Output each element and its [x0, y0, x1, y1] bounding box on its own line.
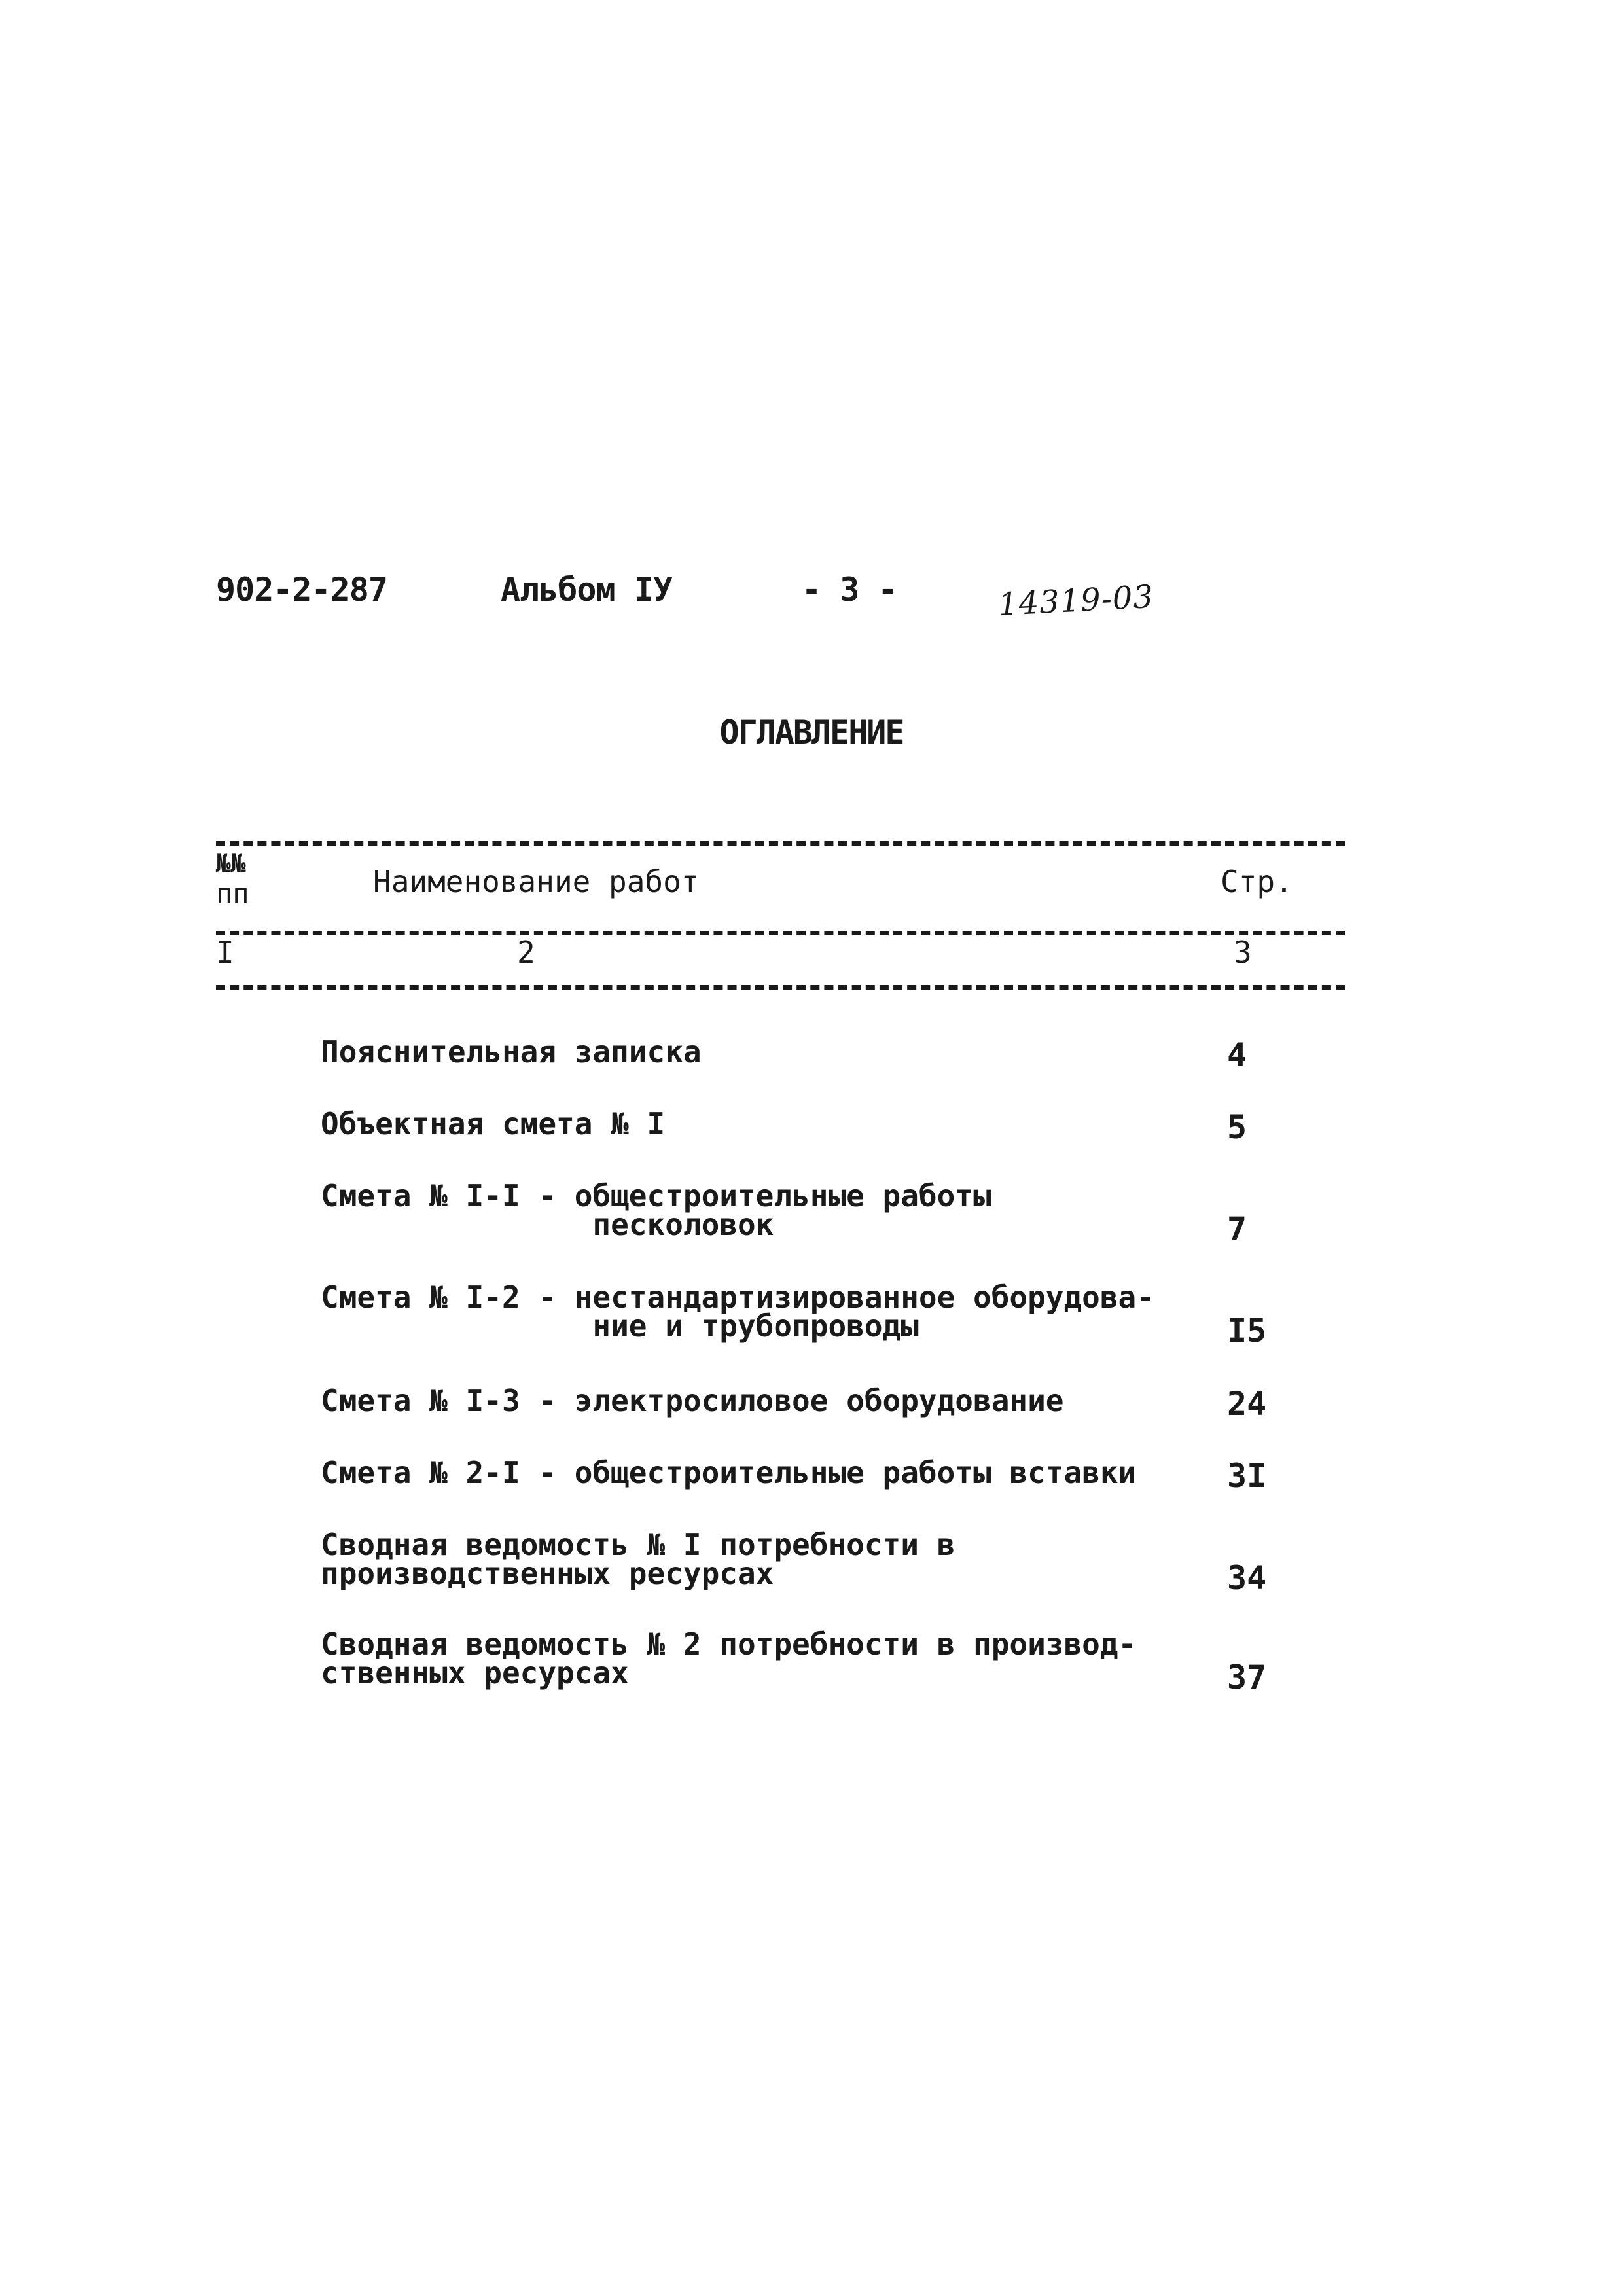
toc-entry-title: Смета № I-2 - нестандартизированное оборудова- ние и трубопроводы — [321, 1280, 1154, 1344]
header-name-label: Наименование работ — [373, 864, 700, 899]
toc-entry-title: Смета № I-I - общестроительные работы песколовок — [321, 1178, 991, 1242]
header-page-label: Стр. — [1221, 864, 1293, 899]
header-number-label: №№ — [216, 849, 246, 878]
column-number-2: 2 — [517, 935, 535, 970]
toc-entry-page: 7 — [1227, 1210, 1247, 1248]
toc-entry-title: Смета № 2-I - общестроительные работы вставки — [321, 1455, 1137, 1490]
table-body-rule — [216, 985, 1345, 990]
toc-entry-title: Сводная ведомость № I потребности в производственных ресурсах — [321, 1527, 955, 1591]
album-label: Альбом IУ — [501, 571, 672, 609]
table-header-rule — [216, 931, 1345, 935]
handwritten-code: 14319-03 — [997, 578, 1155, 624]
page-number: - 3 - — [802, 571, 897, 609]
column-number-1: I — [216, 935, 234, 970]
toc-entry-title: Смета № I-3 - электросиловое оборудование — [321, 1383, 1064, 1418]
toc-entry-title: Сводная ведомость № 2 потребности в производ- ственных ресурсах — [321, 1626, 1137, 1691]
toc-entry-page: 34 — [1227, 1559, 1267, 1597]
toc-entry-page: 37 — [1227, 1659, 1267, 1696]
toc-entry-page: 5 — [1227, 1108, 1247, 1146]
header-number-sublabel: пп — [216, 878, 249, 910]
table-top-rule — [216, 841, 1345, 846]
document-code: 902-2-287 — [216, 571, 387, 609]
column-number-3: 3 — [1234, 935, 1252, 970]
toc-entry-title: Объектная смета № I — [321, 1106, 666, 1141]
toc-entry-page: 4 — [1227, 1036, 1247, 1074]
toc-title: ОГЛАВЛЕНИЕ — [719, 713, 904, 751]
toc-entry-page: 3I — [1227, 1457, 1267, 1495]
toc-entry-title: Пояснительная записка — [321, 1034, 702, 1069]
toc-entry-page: 24 — [1227, 1385, 1267, 1423]
toc-entry-page: I5 — [1227, 1312, 1267, 1350]
